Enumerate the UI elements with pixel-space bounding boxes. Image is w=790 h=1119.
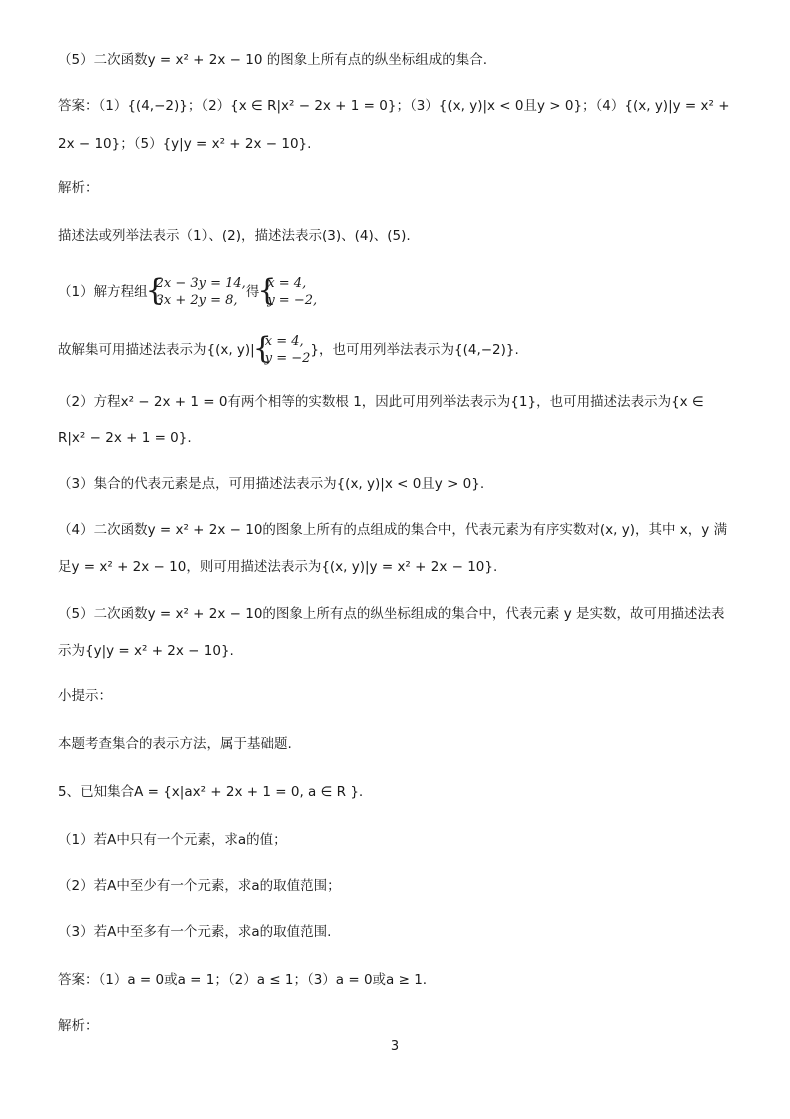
answer-line-2: 2x − 10}；（5）{y|y = x² + 2x − 10}. <box>58 136 312 152</box>
equation-row: { 2x − 3y = 14, <box>155 276 246 291</box>
answer-line-1: 答案：（1）{(4,−2)}；（2）{x ∈ R|x² − 2x + 1 = 0}；（3）{(x, y)|x < 0且y > 0}；（4）{(x, y)|y = x² + <box>58 98 730 114</box>
analysis-part-2-line-1: （2）方程x² − 2x + 1 = 0有两个相等的实数根 1，因此可用列举法表示为{1}，也可用描述法表示为{x ∈ <box>58 394 704 410</box>
analysis-part-1 <box>58 274 748 310</box>
condition-row: { x = 4, <box>264 334 304 349</box>
equation-row: 3x + 2y = 8, <box>155 293 238 308</box>
solution-row: y = −2, <box>267 293 318 308</box>
question-5-stem: 5、已知集合A = {x|ax² + 2x + 1 = 0, a ∈ R }. <box>58 784 364 800</box>
question-5-part-1: （1）若A中只有一个元素，求a的值； <box>58 832 287 848</box>
question-5-answer: 答案：（1）a = 0或a = 1；（2）a ≤ 1；（3）a = 0或a ≥ 1. <box>58 972 428 988</box>
tip-text: 本题考查集合的表示方法，属于基础题. <box>58 736 292 752</box>
analysis-part-4-line-2: 足y = x² + 2x − 10，则可用描述法表示为{(x, y)|y = x² + 2x − 10}. <box>58 559 498 575</box>
part-1-connector: 得 <box>245 284 260 300</box>
question-5-analysis-heading: 解析： <box>58 1018 99 1034</box>
analysis-heading: 解析： <box>58 180 99 196</box>
page-number: 3 <box>390 1039 400 1054</box>
question-5-part-2: （2）若A中至少有一个元素，求a的取值范围； <box>58 878 341 894</box>
solution-system <box>259 275 317 309</box>
tip-heading: 小提示： <box>58 688 112 704</box>
conclusion-suffix: }，也可用列举法表示为{(4,−2)}. <box>310 342 519 358</box>
equation-system <box>148 275 246 309</box>
question-5-part-3: （3）若A中至多有一个元素，求a的取值范围. <box>58 924 332 940</box>
question-4-part-5: （5）二次函数y = x² + 2x − 10 的图象上所有点的纵坐标组成的集合. <box>58 52 488 68</box>
conclusion-prefix: 故解集可用描述法表示为{(x, y)| <box>58 342 255 358</box>
analysis-intro: 描述法或列举法表示（1）、(2)，描述法表示(3)、(4)、(5). <box>58 228 411 244</box>
part-1-prefix: （1）解方程组 <box>58 284 148 300</box>
analysis-part-1-conclusion <box>58 332 748 368</box>
condition-row: y = −2 <box>264 351 311 366</box>
analysis-part-3: （3）集合的代表元素是点，可用描述法表示为{(x, y)|x < 0且y > 0}. <box>58 476 485 492</box>
analysis-part-2-line-2: R|x² − 2x + 1 = 0}. <box>58 430 192 446</box>
analysis-part-5-line-2: 示为{y|y = x² + 2x − 10}. <box>58 643 234 659</box>
analysis-part-5-line-1: （5）二次函数y = x² + 2x − 10的图象上所有点的纵坐标组成的集合中，代表元素 y 是实数，故可用描述法表 <box>58 606 725 622</box>
solution-row: { x = 4, <box>267 276 307 291</box>
set-condition-system <box>255 333 311 367</box>
analysis-part-4-line-1: （4）二次函数y = x² + 2x − 10的图象上所有的点组成的集合中，代表元素为有序实数对(x, y)，其中 x，y 满 <box>58 522 728 538</box>
